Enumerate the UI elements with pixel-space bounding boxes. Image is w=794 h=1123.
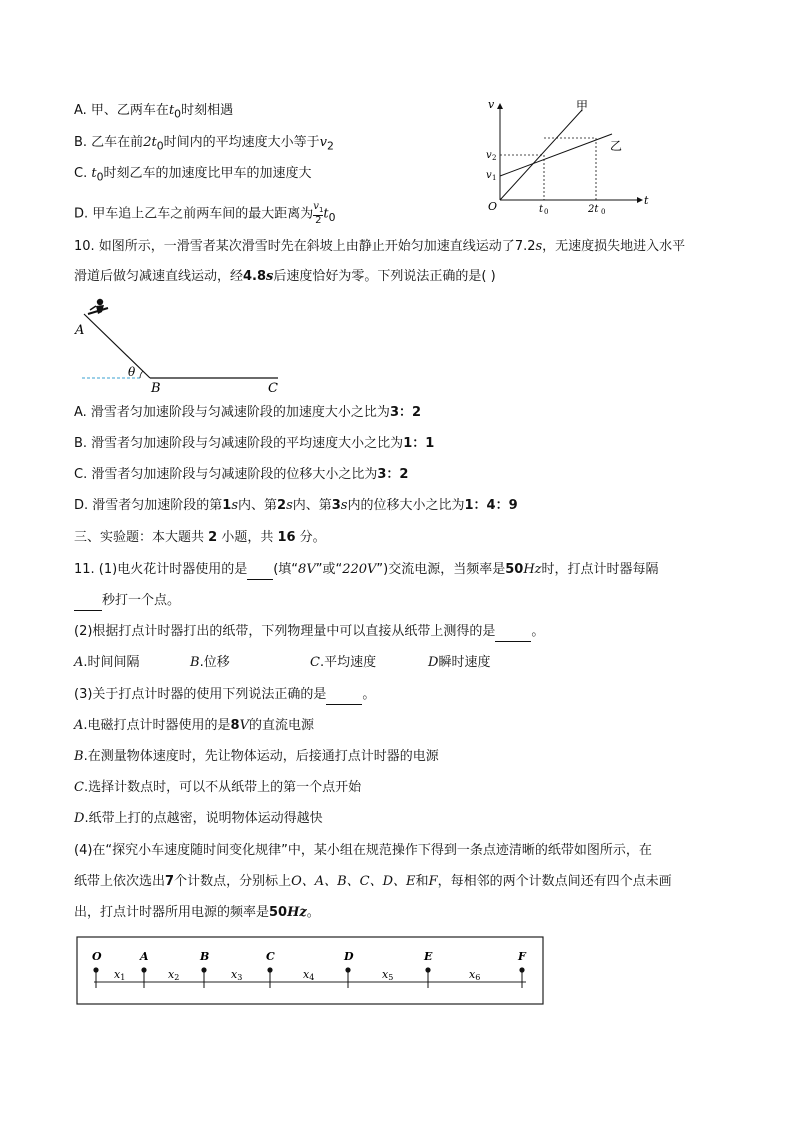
- q11-part3: (3)关于打点计时器的使用下列说法正确的是 。: [74, 686, 375, 705]
- q10-stem-line1: 10. 如图所示，一滑雪者某次滑雪时先在斜坡上由静止开始匀加速直线运动了7.2s，无速度损失地进入水平: [74, 239, 686, 254]
- tape-label-B: B: [200, 950, 210, 963]
- q9-option-d: D. 甲车追上乙车之前两车间的最大距离为 $\frac{v_1}{2}$ $t_0$: [74, 201, 336, 226]
- slope-line: [84, 314, 150, 378]
- blank-1: [247, 561, 273, 580]
- label-2t0-sub: 0: [601, 208, 606, 216]
- label-t0: t: [539, 204, 544, 215]
- q9-vt-graph: [478, 96, 658, 218]
- label-v1-sub: 1: [492, 174, 497, 182]
- q10-option-d: D. 滑雪者匀加速阶段的第1s内、第2s内、第3s内的位移大小之比为1：4：9: [74, 498, 518, 513]
- blank-3: [495, 623, 531, 642]
- paper-tape-figure: [76, 936, 544, 1006]
- tape-segment-x3: x3: [231, 968, 243, 982]
- q11-part4-line1: (4)在“探究小车速度随时间变化规律”中，某小组在规范操作下得到一条点迹清晰的纸带如图所示，在: [74, 843, 652, 858]
- tape-label-E: E: [424, 950, 433, 963]
- tape-segment-x1: x1: [114, 968, 126, 982]
- q9-option-b: B. 乙车在前$2t_0$时间内的平均速度大小等于$v_2$: [74, 135, 334, 153]
- q11-p3-option-a: A.电磁打点计时器使用的是8V的直流电源: [74, 718, 314, 733]
- q11-p3-option-b: B.在测量物体速度时，先让物体运动，后接通打点计时器的电源: [74, 749, 439, 764]
- q11-p3-option-c: C.选择计数点时，可以不从纸带上的第一个点开始: [74, 780, 362, 795]
- tape-segment-x2: x2: [168, 968, 180, 982]
- label-A: A: [75, 323, 85, 338]
- q11-p2-option-d: D瞬时速度: [428, 655, 491, 670]
- q11-p2-option-a: A.时间间隔: [74, 655, 140, 670]
- label-v2-sub: 2: [492, 154, 497, 162]
- label-jia: 甲: [576, 99, 589, 113]
- theta-arc: [140, 371, 143, 378]
- blank-4: [326, 686, 362, 705]
- q11-p2-option-b: B.位移: [190, 655, 230, 670]
- tape-label-A: A: [140, 950, 149, 963]
- label-v1: v: [486, 170, 492, 181]
- q10-option-a: A. 滑雪者匀加速阶段与匀减速阶段的加速度大小之比为3：2: [74, 405, 422, 420]
- q11-p2-option-c: C.平均速度: [310, 655, 377, 670]
- q11-part2: (2)根据打点计时器打出的纸带，下列物理量中可以直接从纸带上测得的是 。: [74, 623, 544, 642]
- q10-option-c: C. 滑雪者匀加速阶段与匀减速阶段的位移大小之比为3：2: [74, 467, 409, 482]
- label-t0-sub: 0: [544, 208, 549, 216]
- label-C: C: [268, 381, 278, 396]
- tape-segment-x6: x6: [469, 968, 481, 982]
- tape-segment-x5: x5: [382, 968, 394, 982]
- q11-part4-line2: 纸带上依次选出7个计数点，分别标上O、A、B、C、D、E和F，每相邻的两个计数点间还有四个点未画: [74, 874, 672, 889]
- tape-segment-x4: x4: [303, 968, 315, 982]
- section-3-heading: 三、实验题：本大题共 2 小题，共 16 分。: [74, 530, 326, 545]
- label-v-axis: v: [488, 98, 495, 111]
- label-v2: v: [486, 150, 492, 161]
- label-B: B: [151, 381, 161, 396]
- label-2t0: 2t: [588, 204, 599, 215]
- q9-option-a: A. 甲、乙两车在$t_0$时刻相遇: [74, 103, 234, 121]
- q10-option-b: B. 滑雪者匀加速阶段与匀减速阶段的平均速度大小之比为1：1: [74, 436, 435, 451]
- tape-label-C: C: [266, 950, 275, 963]
- skier-icon: [88, 299, 108, 314]
- q11-part1-line2: 秒打一个点。: [74, 592, 180, 611]
- label-theta: θ: [128, 365, 136, 379]
- q10-stem-line2: 滑道后做匀减速直线运动，经4.8s后速度恰好为零。下列说法正确的是( ): [74, 269, 496, 284]
- q9-option-c: C. $t_0$时刻乙车的加速度比甲车的加速度大: [74, 166, 312, 184]
- q11-part1-line1: 11. (1)电火花计时器使用的是 (填“8V”或“220V”)交流电源，当频率是50Hz时，打点计时器每隔: [74, 561, 659, 580]
- blank-2: [74, 592, 102, 611]
- label-t-axis: t: [644, 194, 649, 207]
- label-origin: O: [488, 200, 498, 213]
- tape-label-F: F: [518, 950, 526, 963]
- q11-part4-line3: 出，打点计时器所用电源的频率是50Hz。: [74, 905, 320, 920]
- q11-p3-option-d: D.纸带上打的点越密，说明物体运动得越快: [74, 811, 323, 826]
- tape-label-D: D: [344, 950, 354, 963]
- label-yi: 乙: [610, 139, 623, 153]
- q10-slope-figure: [74, 296, 294, 396]
- tape-label-O: O: [92, 950, 102, 963]
